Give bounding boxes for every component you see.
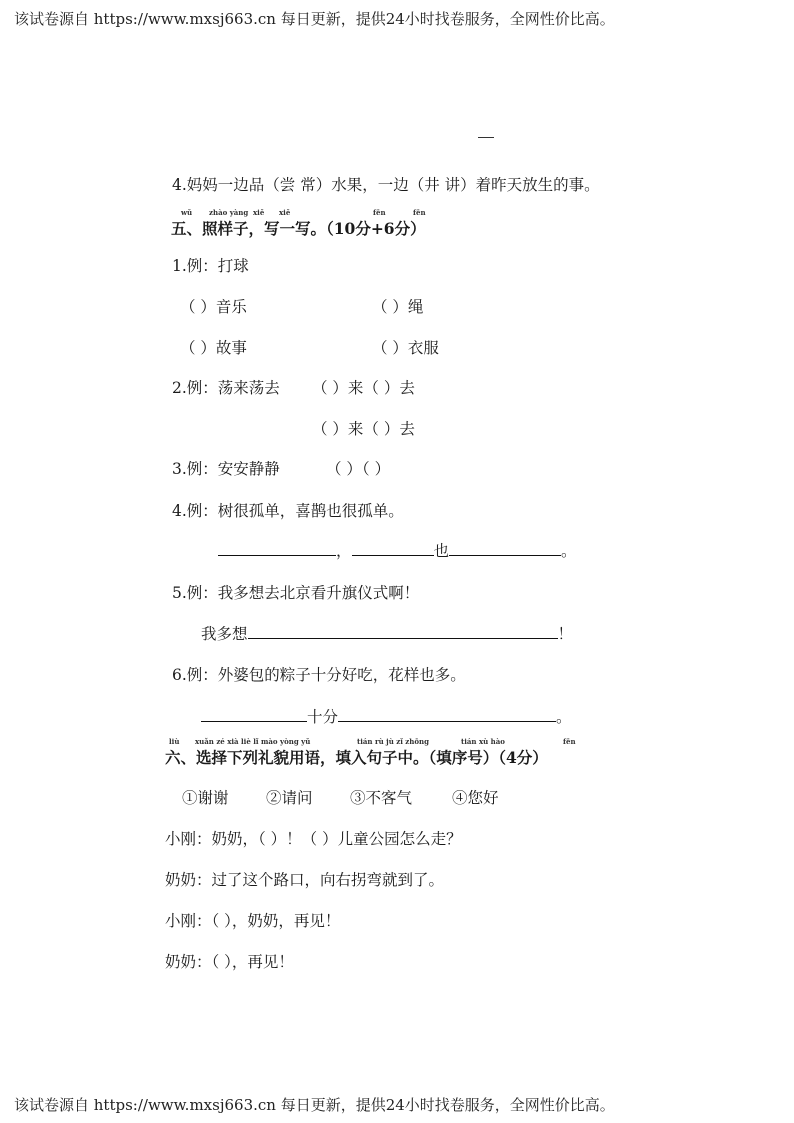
answer-blank[interactable] [449,541,561,556]
section6-title [165,737,576,768]
option-1: ①谢谢 [182,789,229,807]
q5-2-row2: （ ）来（ ）去 [312,420,415,438]
q5-2-row1: （ ）来（ ）去 [312,379,415,397]
q5-2-label: 2.例：荡来荡去 [172,379,280,397]
q5-6-label: 6.例：外婆包的粽子十分好吃，花样也多。 [172,666,466,684]
pinyin: zhào yàng [209,208,249,217]
pinyin: fēn [413,208,426,217]
pinyin: xiě [279,208,291,217]
section5-title-text: 五、照样子，写一写。（10分+6分） [171,219,426,238]
page-footer: 该试卷源自 https://www.mxsj663.cn 每日更新，提供24小时找卷服务，全网性价比高。 [14,1096,615,1114]
section5-title [171,208,426,239]
pinyin: tián xù hào [461,737,505,746]
q5-3-blanks: （ ）（ ） [326,460,391,478]
stray-mark [478,137,494,138]
pinyin: tián rù jù zǐ zhōng [357,737,430,746]
dialogue-line-1: 小刚：奶奶，（ ）！（ ）儿童公园怎么走？ [165,830,462,848]
pinyin: fēn [373,208,386,217]
option-4: ④您好 [452,789,499,807]
option-3: ③不客气 [350,789,413,807]
q5-1-row1-left: （ ）音乐 [180,298,247,316]
section6-title-text: 六、选择下列礼貌用语，填入句子中。（填序号）（4分） [165,748,548,767]
answer-blank[interactable] [218,541,336,556]
dialogue-line-4: 奶奶：（ ），再见！ [165,953,294,971]
q5-5-answer-line [201,622,573,644]
comma: ， [336,542,352,560]
q5-1-label: 1.例：打球 [172,257,249,275]
also-word: 也 [433,542,450,560]
q4-line: 4.妈妈一边品（尝 常）水果，一边（井 讲）着昨天放生的事。 [172,176,600,194]
answer-blank[interactable] [338,707,556,722]
exclamation: ！ [557,625,574,643]
middle-word: 十分 [307,708,339,726]
dialogue-line-3: 小刚：（ ），奶奶，再见！ [165,912,341,930]
answer-blank[interactable] [352,541,434,556]
q5-6-answer-line [201,705,572,727]
q5-3-label: 3.例：安安静静 [172,460,280,478]
period: 。 [561,542,577,560]
answer-blank[interactable] [248,624,558,639]
q5-1-row2-right: （ ）衣服 [372,339,439,357]
prefix: 我多想 [201,625,248,643]
pinyin: xuǎn zé xià liè lǐ mào yòng yǔ [195,737,311,746]
option-2: ②请问 [266,789,313,807]
page-header: 该试卷源自 https://www.mxsj663.cn 每日更新，提供24小时找卷服务，全网性价比高。 [14,10,615,28]
q5-5-label: 5.例：我多想去北京看升旗仪式啊！ [172,584,420,602]
pinyin: fēn [563,737,576,746]
answer-blank[interactable] [201,707,307,722]
q5-1-row2-left: （ ）故事 [180,339,247,357]
q5-1-row1-right: （ ）绳 [372,298,424,316]
pinyin: wǔ [181,208,193,217]
dialogue-line-2: 奶奶：过了这个路口，向右拐弯就到了。 [165,871,445,889]
pinyin: xiě [253,208,265,217]
period: 。 [556,708,572,726]
q5-4-label: 4.例：树很孤单，喜鹊也很孤单。 [172,502,404,520]
q5-4-answer-line [218,539,577,561]
pinyin: liù [169,737,180,746]
